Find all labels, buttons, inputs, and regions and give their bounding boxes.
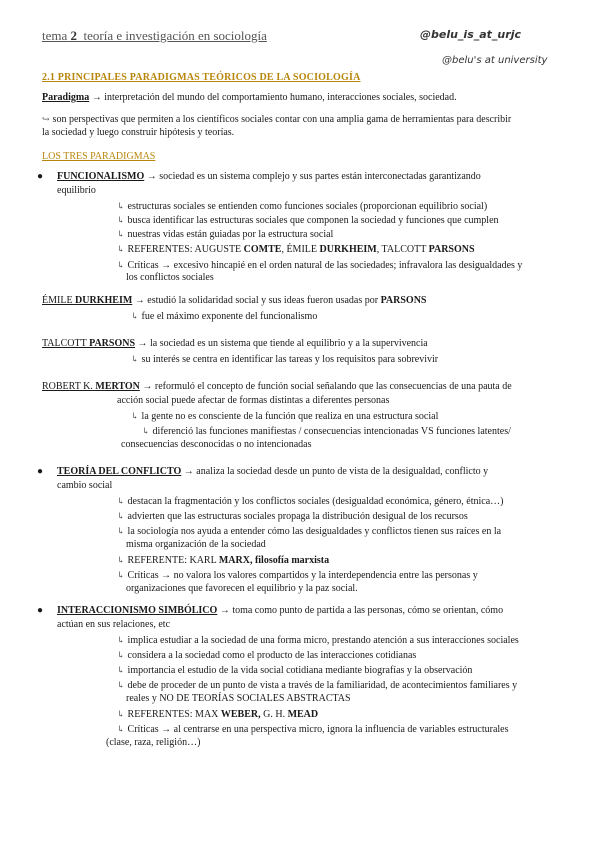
conflicto-referente: ↳ REFERENTE: KARL MARX, filosofía marxista <box>117 555 330 566</box>
interaccionismo-referentes: ↳ REFERENTES: MAX WEBER, G. H. MEAD <box>117 709 319 720</box>
interaccionismo-item-2: ↳ considera a la sociedad como el producto de las interacciones cotidianas <box>117 650 417 661</box>
conflicto-criticas-2: organizaciones que favorecen el equilibrio y la paz social. <box>126 583 358 594</box>
interaccionismo-item-4: ↳ debe de proceder de un punto de vista a través de la familiaridad, de acontecimientos familiares y <box>117 680 518 691</box>
conflicto-item-1: ↳ destacan la fragmentación y los conflictos sociales (desigualdad económica, género, étnica…) <box>117 496 504 507</box>
intro-marker: ↪ <box>42 114 50 124</box>
conflicto-item-3: ↳ la sociología nos ayuda a entender cómo las desigualdades y conflictos tienen sus raíces en la <box>117 526 502 537</box>
user-handle: @belu_is_at_urjc <box>420 28 521 41</box>
conflicto-heading: TEORÍA DEL CONFLICTO → analiza la sociedad desde un punto de vista de la desigualdad, conflicto y <box>57 466 489 477</box>
intro-line-2: la sociedad y luego construir hipótesis y teorías. <box>42 127 235 138</box>
merton-line: ROBERT K. MERTON → reformuló el concepto de función social señalando que las consecuencias de una pauta de <box>42 381 512 392</box>
title-rest: teoría e investigación en sociología <box>83 28 267 43</box>
user-subtitle: @belu's at university <box>442 55 548 66</box>
conflicto-item-3b: misma organización de la sociedad <box>126 539 266 550</box>
funcionalismo-criticas-2: los conflictos sociales <box>126 272 214 283</box>
merton-sub-2b: consecuencias desconocidas o no intencionadas <box>121 439 312 450</box>
funcionalismo-def-2: equilibrio <box>57 185 96 196</box>
interaccionismo-heading: INTERACCIONISMO SIMBÓLICO → toma como punto de partida a las personas, cómo se orientan, cómo <box>57 605 504 616</box>
durkheim-line: ÉMILE DURKHEIM → estudió la solidaridad social y sus ideas fueron usadas por PARSONS <box>42 295 427 306</box>
intro-text-1: son perspectivas que permiten a los científicos sociales contar con una amplia gama de herramientas para describir <box>52 114 512 125</box>
funcionalismo-criticas-1: ↳ Críticas → excesivo hincapié en el orden natural de las sociedades; infravalora las desigualdades y <box>117 260 523 271</box>
intro-line-1 <box>42 113 511 126</box>
funcionalismo-heading <box>57 171 481 183</box>
durkheim-sub: ↳ fue el máximo exponente del funcionalismo <box>131 311 318 322</box>
funcionalismo-referentes: ↳ REFERENTES: AUGUSTE COMTE, ÉMILE DURKHEIM, TALCOTT PARSONS <box>117 244 475 255</box>
parsons-sub: ↳ su interés se centra en identificar las tareas y los requisitos para sobrevivir <box>131 354 439 365</box>
funcionalismo-term: FUNCIONALISMO <box>57 171 145 182</box>
interaccionismo-item-3: ↳ importancia el estudio de la vida social cotidiana mediante biografías y la observación <box>117 665 473 676</box>
interaccionismo-def-2: actúan en sus relaciones, etc <box>57 619 171 630</box>
funcionalismo-item-2: ↳ busca identificar las estructuras sociales que componen la sociedad y funciones que cumplen <box>117 215 499 226</box>
funcionalismo-item-3: ↳ nuestras vidas están guiadas por la estructura social <box>117 229 334 240</box>
bullet-interaccionismo: ● <box>37 605 44 616</box>
bullet-conflicto: ● <box>37 466 44 477</box>
bullet-funcionalismo: ● <box>37 171 44 182</box>
conflicto-criticas-1: ↳ Críticas → no valora los valores compartidos y la interdependencia entre las personas y <box>117 570 478 581</box>
title-prefix: tema <box>42 28 68 43</box>
interaccionismo-criticas-2: (clase, raza, religión…) <box>106 737 201 748</box>
paradigma-definition <box>42 92 457 104</box>
merton-line-2: acción social puede afectar de formas distintas a diferentes personas <box>117 395 390 406</box>
parsons-line: TALCOTT PARSONS → la sociedad es un sistema que tiende al equilibrio y a la supervivencia <box>42 338 428 349</box>
merton-sub-2: ↳ diferenció las funciones manifiestas / consecuencias intencionadas VS funciones latentes/ <box>142 426 511 437</box>
interaccionismo-criticas-1: ↳ Críticas → al centrarse en una perspectiva micro, ignora la influencia de variables estructurales <box>117 724 509 735</box>
merton-sub-1: ↳ la gente no es consciente de la función que realiza en una estructura social <box>131 411 439 422</box>
header-title <box>42 28 267 44</box>
three-paradigms-title: LOS TRES PARADIGMAS <box>42 151 156 162</box>
interaccionismo-item-4b: reales y NO DE TEORÍAS SOCIALES ABSTRACTAS <box>126 693 351 704</box>
funcionalismo-item-1: ↳ estructuras sociales se entienden como funciones sociales (proporcionan equilibrio social) <box>117 201 488 212</box>
conflicto-def-2: cambio social <box>57 480 113 491</box>
interaccionismo-item-1: ↳ implica estudiar a la sociedad de una forma micro, prestando atención a sus interacciones sociales <box>117 635 519 646</box>
funcionalismo-def: → sociedad es un sistema complejo y sus partes están interconectadas garantizando <box>146 171 481 182</box>
title-number: 2 <box>70 28 78 43</box>
conflicto-item-2: ↳ advierten que las estructuras sociales propaga la distribución desigual de los recursos <box>117 511 468 522</box>
paradigma-term: Paradigma <box>42 92 90 103</box>
section-title: 2.1 PRINCIPALES PARADIGMAS TEÓRICOS DE LA SOCIOLOGÍA <box>42 72 361 83</box>
paradigma-def: → interpretación del mundo del comportamiento humano, interacciones sociales, sociedad. <box>91 92 457 103</box>
